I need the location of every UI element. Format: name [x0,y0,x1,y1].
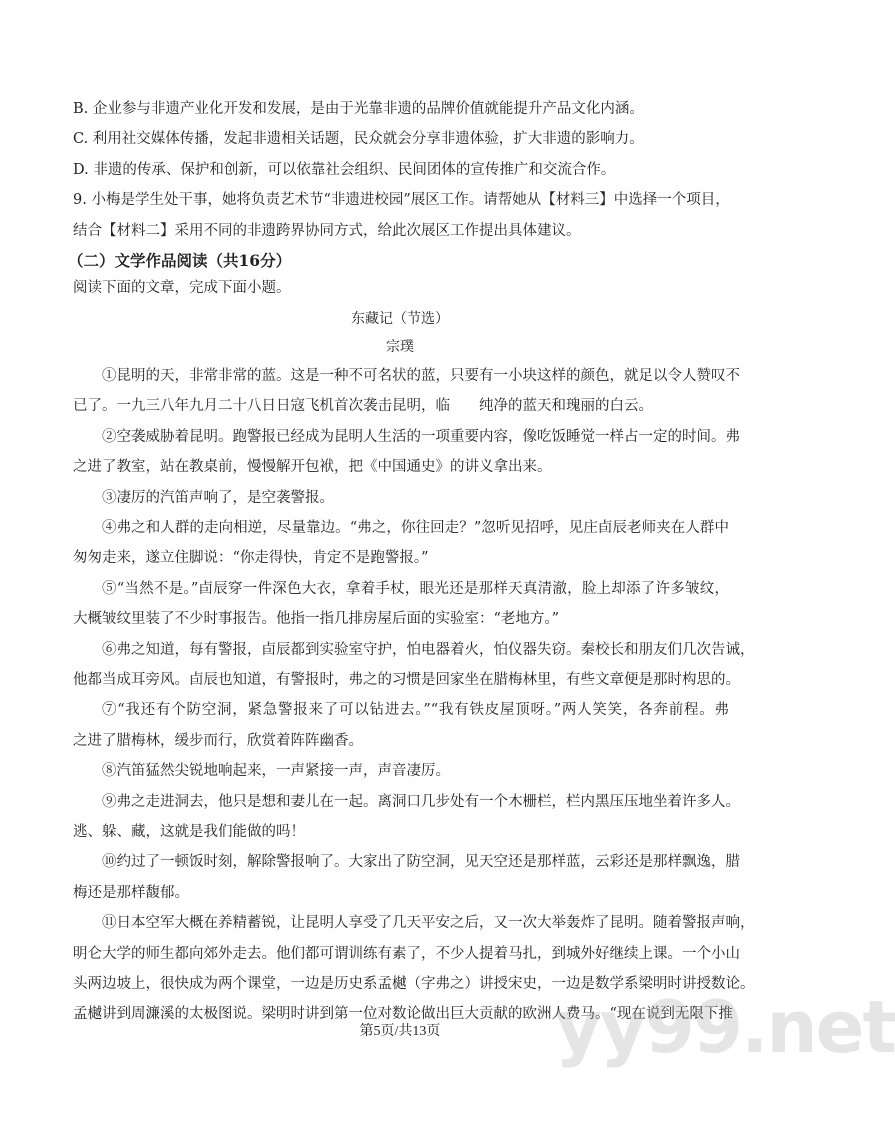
answer-option: C. 利用社交媒体传播，发起非遗相关话题，民众就会分享非遗体验，扩大非遗的影响力。 [73,131,644,148]
paragraph-line: 匆匆走来，遂立住脚说：“你走得快，肯定不是跑警报。” [73,550,429,567]
paragraph-line: ⑤“当然不是。”卣辰穿一件深色大衣，拿着手杖，眼光还是那样天真清澈，脸上却添了许多皱纹， [102,580,729,597]
paragraph-line: 他都当成耳旁风。卣辰也知道，有警报时，弗之的习惯是回家坐在腊梅林里，有些文章便是那时构思的。 [73,672,740,688]
article-author: 宗璞 [386,339,414,355]
page-number: 第5页/共13页 [359,1024,441,1039]
paragraph-line: 明仑大学的师生都向郊外走去。他们都可谓训练有素了，不少人提着马扎，到城外好继续上课。一个小山 [73,945,740,962]
paragraph-line: ⑧汽笛猛然尖锐地响起来，一声紧接一声，声音凄厉。 [102,763,450,780]
paragraph-line: ⑩约过了一顿饭时刻，解除警报响了。大家出了防空洞，见天空还是那样蓝，云彩还是那样飘逸，腊 [102,854,740,871]
paragraph-line: ⑪日本空军大概在养精蓄锐，让昆明人享受了几天平安之后，又一次大举轰炸了昆明。随着警报声响， [102,915,755,932]
paragraph-line: 之进了腊梅林，缓步而行，欣赏着阵阵幽香。 [73,732,363,749]
answer-option: B. 企业参与非遗产业化开发和发展，是由于光靠非遗的品牌价值就能提升产品文化内涵。 [73,101,644,117]
paragraph-line: 梅还是那样馥郁。 [73,884,189,901]
paragraph-line: ⑨弗之走进洞去，他只是想和妻儿在一起。离洞口几步处有一个木栅栏，栏内黑压压地坐着许多人。 [102,793,740,810]
paragraph-line: ⑥弗之知道，每有警报，卣辰都到实验室守护，怕电器着火，怕仪器失窃。秦校长和朋友们几次告诫， [102,641,755,658]
paragraph-line: ④弗之和人群的走向相逆，尽量靠边。“弗之，你往回走？”忽听见招呼，见庄卣辰老师夹在人群中 [102,520,729,536]
paragraph-line: ①昆明的天，非常非常的蓝。这是一种不可名状的蓝，只要有一小块这样的颜色，就足以令人赞叹不 [102,368,740,384]
paragraph-line: ⑦“我还有个防空洞，紧急警报来了可以钻进去。”“我有铁皮屋顶呀。”两人笑笑，各奔前程。弗 [102,702,729,719]
paragraph-line: 头两边坡上，很快成为两个课堂，一边是历史系孟樾（字弗之）讲授宋史，一边是数学系梁明时讲授数论。 [73,976,755,992]
paragraph-line: ③凄厉的汽笛声响了，是空袭警报。 [102,489,334,506]
article-title: 东藏记（节选） [351,311,449,327]
paragraph-line: 逃、躲、藏，这就是我们能做的吗！ [73,824,305,840]
paragraph-line: 孟樾讲到周濂溪的太极图说。梁明时讲到第一位对数论做出巨大贡献的欧洲人费马。“现在说到无限下推 [73,1006,733,1023]
instruction-text: 阅读下面的文章，完成下面小题。 [73,280,291,296]
question-text: 9. 小梅是学生处干事，她将负责艺术节“非遗进校园”展区工作。请帮她从【材料三】中选择一个项目， [73,192,730,209]
question-text: 结合【材料二】采用不同的非遗跨界协同方式，给此次展区工作提出具体建议。 [73,222,581,239]
answer-option: D. 非遗的传承、保护和创新，可以依靠社会组织、民间团体的宣传推广和交流合作。 [73,161,616,178]
watermark: yy99.net [555,985,895,1069]
section-heading: （二）文学作品阅读（共16分） [68,251,292,270]
paragraph-line: 之进了教室，站在教桌前，慢慢解开包袱，把《中国通史》的讲义拿出来。 [73,459,552,476]
paragraph-line: ②空袭威胁着昆明。跑警报已经成为昆明人生活的一项重要内容，像吃饭睡觉一样占一定的时间。弗 [102,428,740,445]
paragraph-line: 已了。一九三八年九月二十八日日寇飞机首次袭击昆明，临 纯净的蓝天和瑰丽的白云。 [73,398,653,415]
paragraph-line: 大概皱纹里装了不少时事报告。他指一指几排房屋后面的实验室：“老地方。” [73,611,560,628]
